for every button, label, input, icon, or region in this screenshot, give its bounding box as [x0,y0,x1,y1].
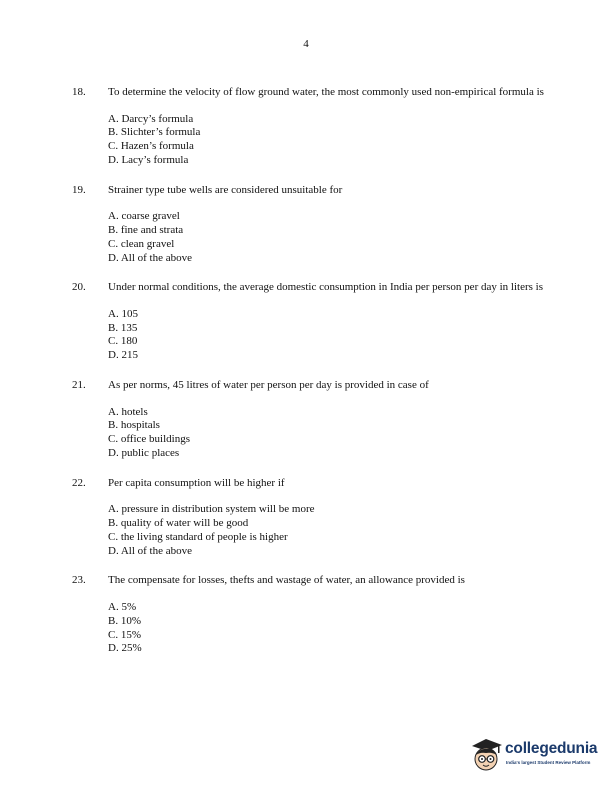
option-list [108,308,612,363]
option-a: A. 5% [108,600,137,613]
option-c: C. 180 [108,335,138,348]
option-b: B. hospitals [108,419,160,432]
question-number: 19. [72,183,86,196]
logo-tagline: India's largest Student Review Platform [506,760,591,765]
option-c: C. the living standard of people is higher [108,530,288,543]
question-number: 20. [72,281,86,294]
option-a: A. 105 [108,307,138,320]
option-list [108,113,612,168]
option-d: D. Lacy’s formula [108,153,189,166]
option-a: A. coarse gravel [108,210,180,223]
option-a: A. hotels [108,405,148,418]
question-number: 18. [72,86,86,98]
option-b: B. 10% [108,614,141,627]
option-c: C. office buildings [108,433,190,446]
option-d: D. public places [108,446,180,459]
question-text: Under normal conditions, the average domestic consumption in India per person per day in liters is [108,281,543,294]
page-number: 4 [303,38,309,50]
option-list [108,406,612,461]
logo-wordmark: collegedunia [505,740,598,757]
option-d: D. All of the above [108,251,193,264]
option-list [108,503,612,558]
question-23 [0,574,612,656]
question-18 [0,86,612,168]
option-b: B. Slichter’s formula [108,126,201,139]
option-c: C. 15% [108,628,141,641]
collegedunia-logo[interactable] [468,736,606,776]
question-number: 21. [72,379,86,392]
question-text: To determine the velocity of flow ground water, the most commonly used non-empirical formula is [108,86,544,98]
option-b: B. fine and strata [108,223,184,236]
option-c: C. Hazen’s formula [108,140,194,153]
question-text: As per norms, 45 litres of water per person per day is provided in case of [108,379,429,392]
mascot-icon [468,736,506,776]
question-number: 23. [72,574,86,587]
question-text: The compensate for losses, thefts and wastage of water, an allowance provided is [108,574,465,587]
question-19 [0,184,612,266]
question-text: Per capita consumption will be higher if [108,476,285,489]
option-b: B. 135 [108,321,138,334]
option-c: C. clean gravel [108,237,175,250]
question-number: 22. [72,476,86,489]
option-list [108,601,612,656]
question-22 [0,477,612,559]
option-d: D. 215 [108,349,138,362]
option-a: A. pressure in distribution system will be more [108,503,315,516]
option-d: D. 25% [108,642,142,655]
option-d: D. All of the above [108,544,193,557]
option-b: B. quality of water will be good [108,517,249,530]
question-21 [0,379,612,461]
question-list [0,86,612,672]
question-text: Strainer type tube wells are considered unsuitable for [108,183,343,196]
question-20 [0,281,612,363]
option-list [108,210,612,265]
option-a: A. Darcy’s formula [108,112,194,125]
